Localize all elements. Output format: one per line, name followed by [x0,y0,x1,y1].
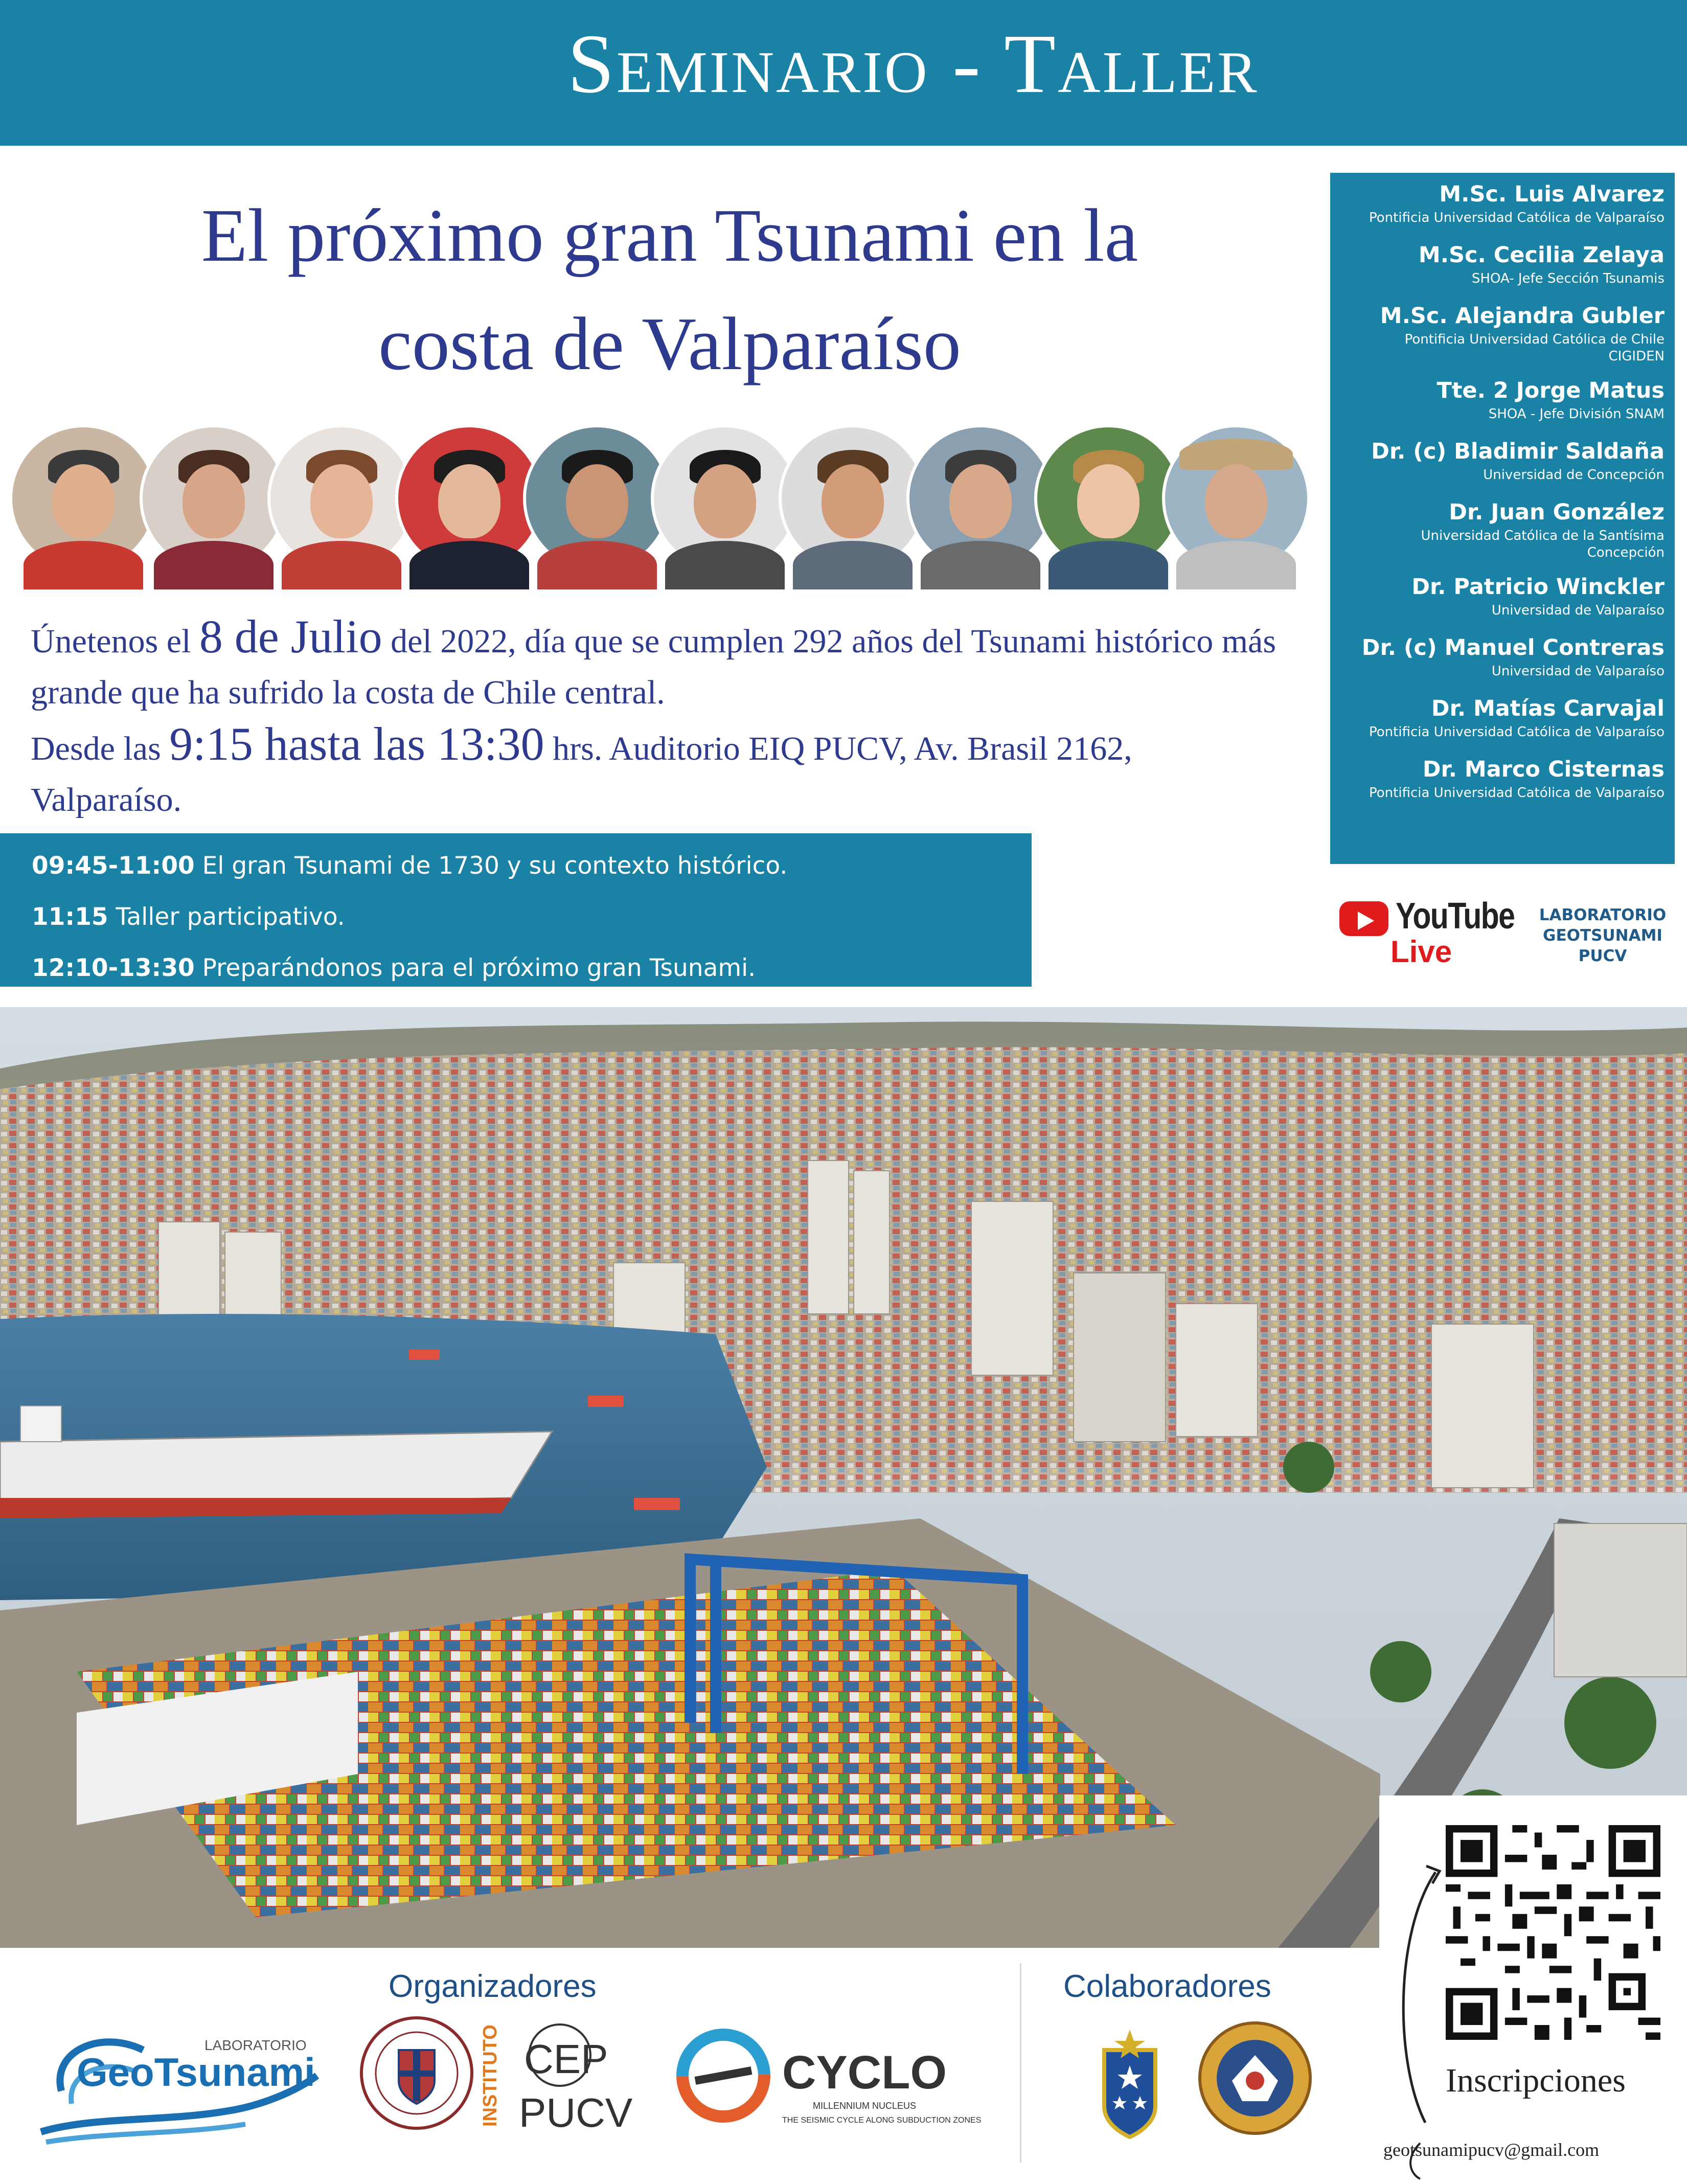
speaker-entry [1330,375,1675,423]
speaker-affiliation: Universidad de Valparaíso [1491,603,1665,618]
header-banner [0,0,1687,146]
registration-panel [1379,1795,1687,2176]
speaker-affiliation: Pontificia Universidad Católica de Chile [1404,332,1665,347]
cyclo-logo [675,2024,992,2137]
intro-text: del 2022, día que se cumplen 292 años del Tsunami histórico más grande que ha sufrido la costa de Chile central. [31,623,1276,711]
avatar [140,424,288,573]
pucv-seal-logo [358,2014,475,2132]
geotsunami-small-text: LABORATORIO [204,2037,307,2053]
event-description [31,611,1283,826]
geotsunami-logo [31,2014,322,2147]
avatar [906,424,1055,573]
intro-text: Únetenos el [31,623,199,660]
registration-label: Inscripciones [1446,2062,1626,2099]
avatar [523,424,671,573]
svg-text:MILLENNIUM NUCLEUS: MILLENNIUM NUCLEUS [813,2101,917,2111]
avatar [1162,424,1310,573]
speaker-name: M.Sc. Alejandra Gubler [1380,303,1665,329]
speaker-name: M.Sc. Cecilia Zelaya [1418,242,1665,268]
avatar [267,424,416,573]
speaker-entry [1330,497,1675,561]
svg-text:GeoTsunami: GeoTsunami [77,2050,315,2095]
avatar [1034,424,1182,573]
speaker-entry [1330,240,1675,287]
speaker-affiliation: CIGIDEN [1608,349,1665,364]
youtube-wordmark: YouTube [1396,896,1515,937]
speaker-affiliation: SHOA - Jefe División SNAM [1488,406,1665,422]
registration-email[interactable]: geotsunamipucv@gmail.com [1383,2140,1600,2160]
svg-text:PUCV: PUCV [519,2090,633,2135]
footer [0,1948,1379,2176]
youtube-play-icon [1339,901,1388,936]
speaker-entry [1330,572,1675,619]
avatar [651,424,799,573]
schedule-time: 12:10-13:30 [32,954,195,982]
schedule-panel [0,833,1032,987]
curved-arrow-icon [1389,1857,1451,2184]
speaker-affiliation: SHOA- Jefe Sección Tsunamis [1471,271,1665,286]
cep-pucv-logo [480,2014,636,2137]
speaker-entry [1330,436,1675,484]
speaker-name: Tte. 2 Jorge Matus [1437,378,1665,403]
event-date: 8 de Julio [199,610,382,663]
lab-line: LABORATORIO [1539,906,1667,924]
speaker-affiliation: Universidad Católica de la Santísima [1421,528,1665,543]
speaker-name: Dr. (c) Bladimir Saldaña [1371,439,1665,464]
speakers-panel [1330,173,1675,864]
speaker-name: Dr. Matías Carvajal [1431,696,1665,721]
speaker-avatars [9,424,1318,578]
speaker-affiliation: Universidad de Concepción [1483,467,1665,483]
organizers-label: Organizadores [389,1969,597,2004]
schedule-text: Preparándonos para el próximo gran Tsunami. [194,954,756,982]
speaker-affiliation: Concepción [1587,545,1665,560]
schedule-item [32,943,1032,994]
event-title-line-2: costa de Valparaíso [378,302,961,386]
avatar [395,424,543,573]
live-label: Live [1390,935,1452,969]
schedule-item [32,892,1032,943]
speaker-affiliation: Pontificia Universidad Católica de Valparaíso [1369,724,1665,740]
lab-name [1529,905,1677,966]
speaker-name: Dr. Patricio Winckler [1411,574,1665,600]
speaker-name: M.Sc. Luis Alvarez [1439,181,1665,207]
header-title: Seminario - Taller [567,17,1259,110]
avatar [779,424,927,573]
speaker-entry [1330,632,1675,680]
schedule-text: El gran Tsunami de 1730 y su contexto histórico. [194,852,788,880]
speaker-affiliation: Universidad de Valparaíso [1491,664,1665,679]
svg-text:CYCLO: CYCLO [782,2046,947,2099]
speaker-entry [1330,693,1675,741]
speaker-name: Dr. Marco Cisternas [1422,757,1665,782]
svg-text:INSTITUTO: INSTITUTO [480,2024,501,2127]
intro-text: Desde las [31,730,170,767]
speaker-affiliation: Pontificia Universidad Católica de Valparaíso [1369,785,1665,801]
schedule-text: Taller participativo. [108,903,345,931]
navy-emblem-logo [1094,2024,1166,2142]
schedule-time: 11:15 [32,903,108,931]
qr-code[interactable] [1446,1825,1660,2040]
speaker-affiliation: Pontificia Universidad Católica de Valparaíso [1369,210,1665,225]
event-title [77,181,1263,398]
shoa-emblem-logo [1196,2019,1314,2137]
lab-line: PUCV [1578,947,1627,965]
svg-text:CEP: CEP [524,2036,608,2082]
event-title-line-1: El próximo gran Tsunami en la [201,194,1138,278]
event-time: 9:15 hasta las 13:30 [169,718,544,770]
speaker-name: Dr. (c) Manuel Contreras [1361,635,1665,661]
speaker-entry [1330,301,1675,365]
speaker-entry [1330,754,1675,802]
schedule-time: 09:45-11:00 [32,852,195,880]
avatar [9,424,157,573]
youtube-live[interactable] [1339,897,1513,974]
lab-line: GEOTSUNAMI [1543,926,1662,945]
intro-text: hrs. Auditorio EIQ PUCV, Av. Brasil 2162, Valparaíso. [31,730,1132,818]
svg-text:THE SEISMIC CYCLE ALONG SUBDUC: THE SEISMIC CYCLE ALONG SUBDUCTION ZONES [782,2116,982,2125]
speaker-name: Dr. Juan González [1449,499,1665,525]
schedule-item [32,840,1032,892]
collaborators-label: Colaboradores [1063,1969,1271,2004]
speaker-entry [1330,179,1675,226]
divider [1020,1963,1021,2163]
